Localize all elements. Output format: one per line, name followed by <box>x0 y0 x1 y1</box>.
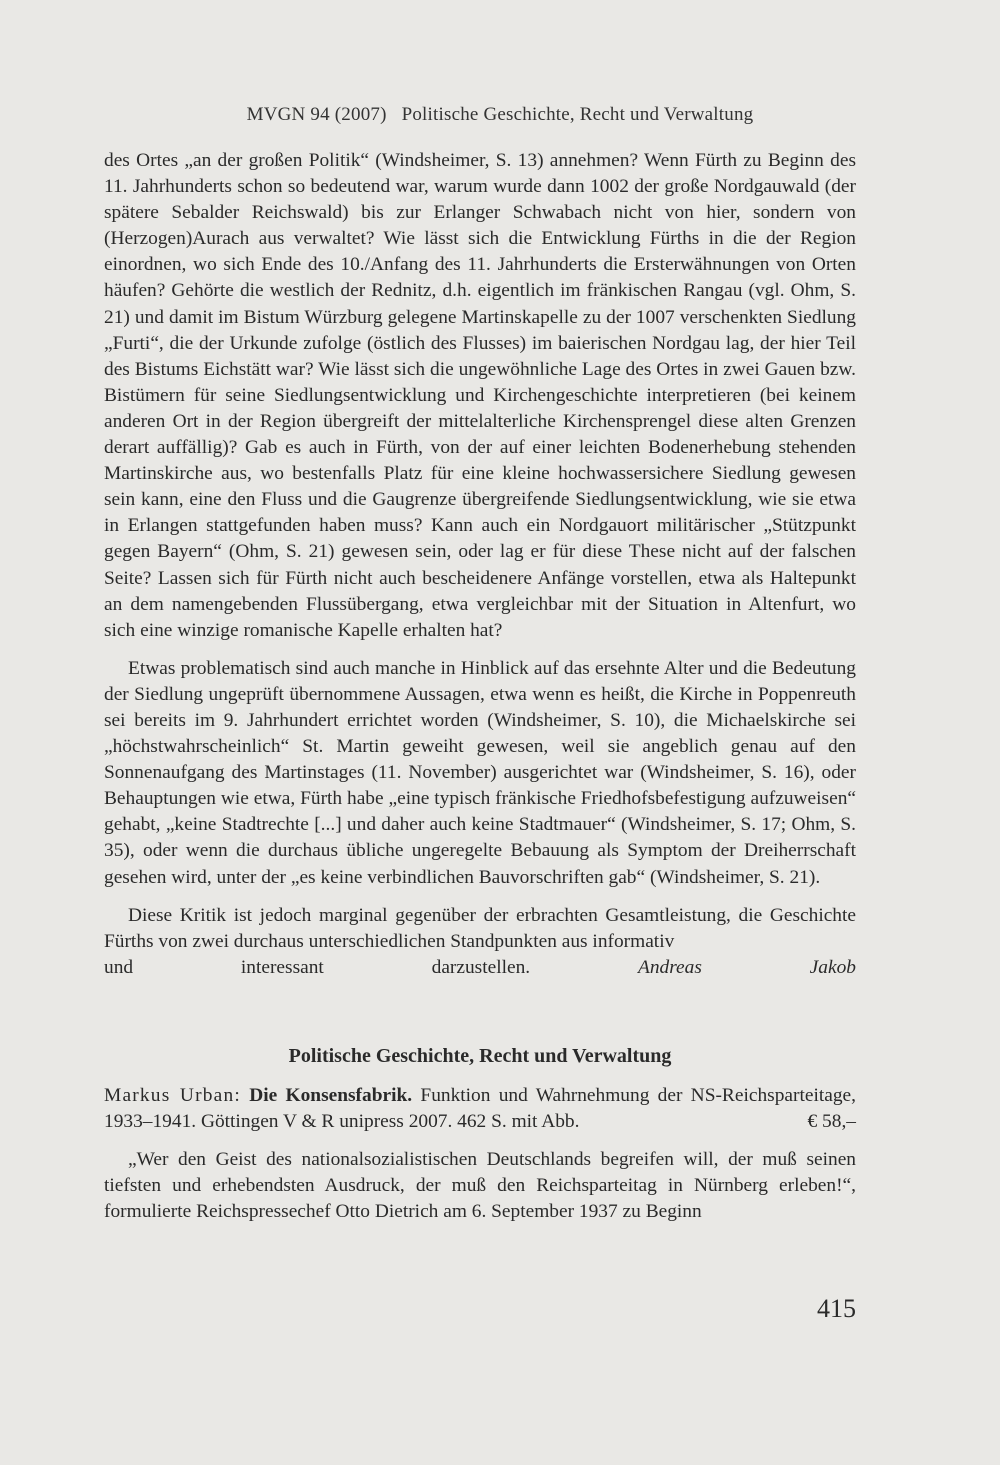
paragraph-closing <box>104 903 856 955</box>
journal-reference: MVGN 94 (2007) <box>246 104 387 125</box>
header-section-title: Politische Geschichte, Recht und Verwaltung <box>401 104 754 125</box>
section-heading: Politische Geschichte, Recht und Verwaltung <box>288 1044 672 1067</box>
main-text <box>104 148 856 1225</box>
reviewed-book-author: Markus Urban: <box>104 1085 241 1106</box>
bibliographic-entry <box>104 1083 856 1135</box>
reviewed-book-details: Funktion und Wahrnehmung der NS-Reichsparteitage, 1933–1941. Göttingen V & R unipress 2007. 462 S. mit Abb. <box>104 1085 856 1133</box>
running-header <box>0 104 1000 126</box>
review-opening-paragraph: „Wer den Geist des nationalsozialistischen Deutschlands begreifen will, der muß seinen tiefsten und erhebendsten Ausdruck, der muß den Reichsparteitag in Nürnberg erleben!“, formulierte Reichspressechef Otto Dietrich am 6. September 1937 zu Beginn <box>104 1149 856 1223</box>
review-author-signature: Andreas Jakob <box>637 956 856 978</box>
closing-text-line-2: und interessant darzustellen. <box>104 956 531 978</box>
book-price: € 58,– <box>807 1111 856 1133</box>
page-number: 415 <box>817 1294 856 1323</box>
reviewed-book-title: Die Konsensfabrik. <box>249 1085 413 1106</box>
paragraph-2: Etwas problematisch sind auch manche in Hinblick auf das ersehnte Alter und die Bedeutung der Siedlung ungeprüft übernommene Aussagen, etwa wenn es heißt, die Kirche in Poppenreuth sei bereits im 9. Jahrhundert errichtet worden (Windsheimer, S. 10), die Michaelskirche sei „höchstwahrscheinlich“ St. Martin geweiht gewesen, weil sie angeblich genau auf den Sonnenaufgang des Martinstages (11. November) ausgerichtet war (Windsheimer, S. 16), oder Behauptungen wie etwa, Fürth habe „eine typisch fränkische Friedhofsbefestigung aufzuweisen“ gehabt, „keine Stadtrechte [...] und daher auch keine Stadtmauer“ (Windsheimer, S. 17; Ohm, S. 35), oder wenn die durchaus übliche ungeregelte Bebauung als Symptom der Dreiherrschaft gesehen wird, unter der „es keine verbindlichen Bauvorschriften gab“ (Windsheimer, S. 21). <box>104 657 856 888</box>
paragraph-1: des Ortes „an der großen Politik“ (Windsheimer, S. 13) annehmen? Wenn Fürth zu Beginn des 11. Jahrhunderts schon so bedeutend war, warum wurde dann 1002 der große Nordgauwald (der spätere Sebalder Reichswald) bis zur Erlanger Schwabach nicht von hier, sondern von (Herzogen)Aurach aus verwaltet? Wie lässt sich die Entwicklung Fürths in die der Region einordnen, wo sich Ende des 10./Anfang des 11. Jahrhunderts die Ersterwähnungen von Orten häufen? Gehörte die westlich der Rednitz, d.h. eigentlich im fränkischen Rangau (vgl. Ohm, S. 21) und damit im Bistum Würzburg gelegene Martinskapelle zu der 1007 verschenkten Siedlung „Furti“, die der Urkunde zufolge (östlich des Flusses) im baierischen Nordgau lag, der hier Teil des Bistums Eichstätt war? Wie lässt sich die ungewöhnliche Lage des Ortes in zwei Gauen bzw. Bistümern für seine Siedlungsentwicklung und Kirchengeschichte interpretieren (bei keinem anderen Ort in der Region übergreift der mittelalterliche Kirchensprengel diese alten Grenzen derart auffällig)? Gab es auch in Fürth, von der auf einer leichten Bodenerhebung stehenden Martinskirche aus, wo bestenfalls Platz für eine kleine hochwassersichere Siedlung gewesen sein kann, eine den Fluss und die Gaugrenze übergreifende Siedlungsentwicklung, wie sie etwa in Erlangen stattgefunden haben muss? Kann auch ein Nordgauort militärischer „Stützpunkt gegen Bayern“ (Ohm, S. 21) gewesen sein, oder lag er für diese These nicht auf der falschen Seite? Lassen sich für Fürth nicht auch bescheidenere Anfänge vorstellen, etwa als Haltepunkt an dem namengebenden Flussübergang, etwa vergleichbar mit der Situation in Altenfurt, wo sich eine winzige romanische Kapelle erhalten hat? <box>104 150 856 641</box>
closing-text-line-1: Diese Kritik ist jedoch marginal gegenüber der erbrachten Gesamtleistung, die Geschichte Fürths von zwei durchaus unterschiedlichen Standpunkten aus informativ <box>104 904 856 952</box>
closing-signature-line <box>104 955 856 981</box>
